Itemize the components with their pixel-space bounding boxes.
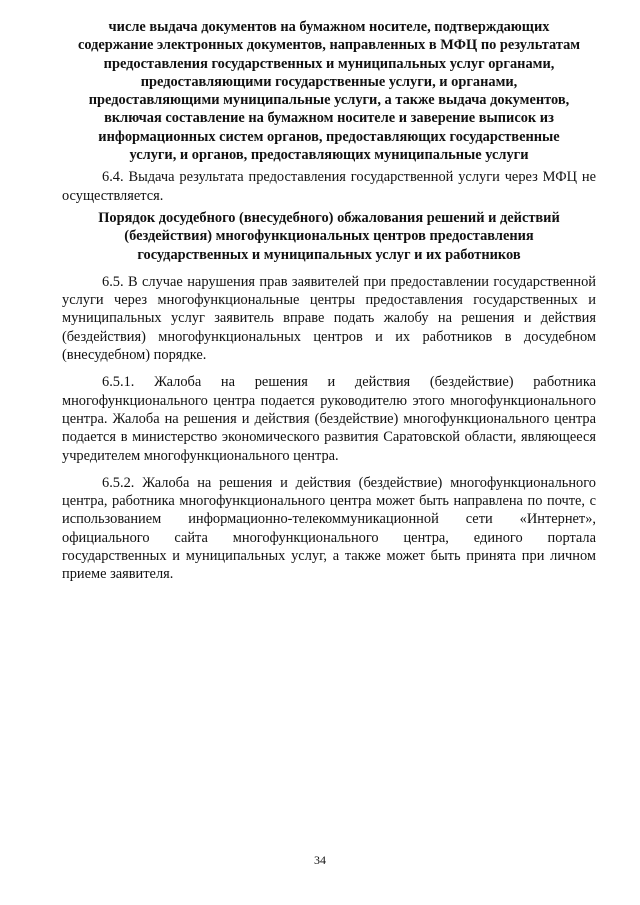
heading-line: предоставления государственных и муниципальных услуг органами, [103,55,555,72]
section-heading-line: Порядок досудебного (внесудебного) обжалования решений и действий [98,209,560,226]
heading-line: числе выдача документов на бумажном носителе, подтверждающих [108,19,550,35]
paragraph-6-5-1: 6.5.1. Жалоба на решения и действия (бездействие) работника многофункционального центра подается руководителю этого многофункционального центра. Жалоба на решения и действия (бездействие) многофункционального центра подается в министерство экономического развития Саратовской области, являющееся учредителем многофункционального центра. [62,374,596,464]
top-heading [62,18,596,164]
section-heading-line: (бездействия) многофункциональных центров предоставления [124,228,534,245]
heading-line: содержание электронных документов, направленных в МФЦ по результатам [77,37,581,54]
heading-line: предоставляющими государственные услуги, и органами, [140,73,518,90]
heading-line: включая составление на бумажном носителе и заверение выписок из [104,110,554,127]
document-page [62,18,596,584]
section-heading [62,209,596,264]
heading-line: информационных систем органов, предоставляющих государственные [98,128,560,145]
heading-line: услуги, и органов, предоставляющих муниципальные услуги [129,147,529,164]
paragraph-6-5-2: 6.5.2. Жалоба на решения и действия (бездействие) многофункционального центра, работника многофункционального центра может быть направлена по почте, с использованием информационно-телекоммуникационной сети «Интернет», официального сайта многофункционального центра, единого портала государственных и муниципальных услуг, а также может быть принята при личном приеме заявителя. [62,474,596,583]
paragraph-6-4: 6.4. Выдача результата предоставления государственной услуги через МФЦ не осуществляется. [62,169,596,204]
paragraph-6-5: 6.5. В случае нарушения прав заявителей при предоставлении государственной услуги через многофункциональные центры предоставления государственных и муниципальных услуг заявитель вправе подать жалобу на решения и действия (бездействия) многофункциональных центров и их работников в досудебном (внесудебном) порядке. [62,273,596,364]
page-number: 34 [314,853,326,867]
heading-line: предоставляющими муниципальные услуги, а также выдача документов, [88,92,570,109]
section-heading-line: государственных и муниципальных услуг и их работников [137,246,521,263]
